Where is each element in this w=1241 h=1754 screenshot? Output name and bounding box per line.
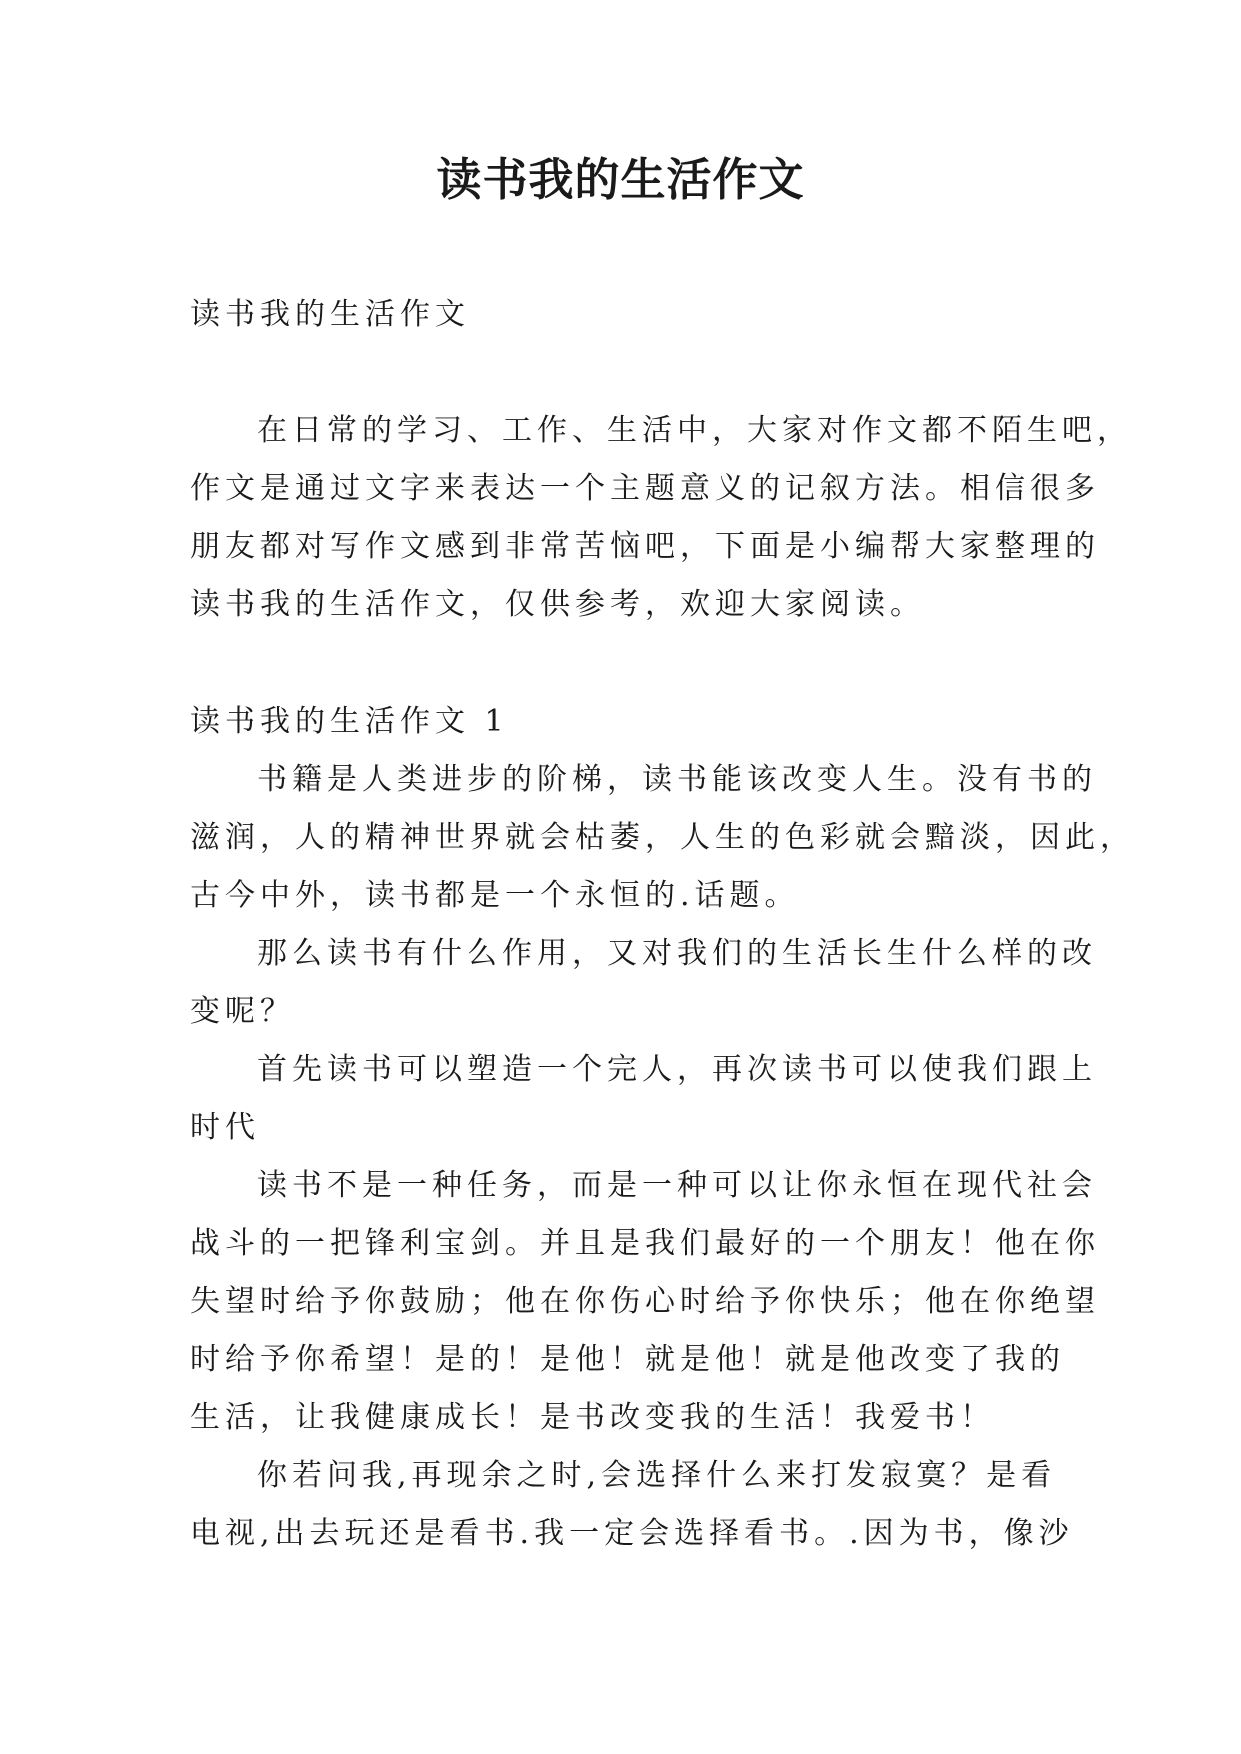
section-heading: 读书我的生活作文 1 — [190, 704, 509, 739]
paragraph-line: 那么读书有什么作用，又对我们的生活长生什么样的改 — [257, 936, 1097, 971]
paragraph-line: 首先读书可以塑造一个完人，再次读书可以使我们跟上 — [257, 1052, 1097, 1087]
paragraph-line: 时代 — [190, 1110, 260, 1145]
page-title: 读书我的生活作文 — [436, 153, 805, 206]
intro-line: 读书我的生活作文，仅供参考，欢迎大家阅读。 — [190, 587, 925, 622]
paragraph-line: 失望时给予你鼓励；他在你伤心时给予你快乐；他在你绝望 — [190, 1284, 1100, 1319]
paragraph-line: 生活，让我健康成长！是书改变我的生活！我爱书！ — [190, 1400, 995, 1435]
paragraph-line: 战斗的一把锋利宝剑。并且是我们最好的一个朋友！他在你 — [190, 1226, 1100, 1261]
intro-line: 朋友都对写作文感到非常苦恼吧，下面是小编帮大家整理的 — [190, 529, 1100, 564]
subheading: 读书我的生活作文 — [190, 297, 470, 332]
paragraph-line: 你若问我,再现余之时,会选择什么来打发寂寞？是看 — [257, 1458, 1057, 1493]
paragraph-line: 古今中外，读书都是一个永恒的.话题。 — [190, 878, 800, 913]
paragraph-line: 电视,出去玩还是看书.我一定会选择看书。.因为书，像沙 — [190, 1516, 1074, 1551]
paragraph-line: 书籍是人类进步的阶梯，读书能该改变人生。没有书的 — [257, 762, 1097, 797]
paragraph-line: 读书不是一种任务，而是一种可以让你永恒在现代社会 — [257, 1168, 1097, 1203]
paragraph-line: 时给予你希望！是的！是他！就是他！就是他改变了我的 — [190, 1342, 1065, 1377]
intro-line: 在日常的学习、工作、生活中，大家对作文都不陌生吧， — [257, 413, 1132, 448]
paragraph-line: 变呢？ — [190, 994, 295, 1029]
intro-line: 作文是通过文字来表达一个主题意义的记叙方法。相信很多 — [190, 471, 1100, 506]
paragraph-line: 滋润，人的精神世界就会枯萎，人生的色彩就会黯淡，因此， — [190, 820, 1135, 855]
